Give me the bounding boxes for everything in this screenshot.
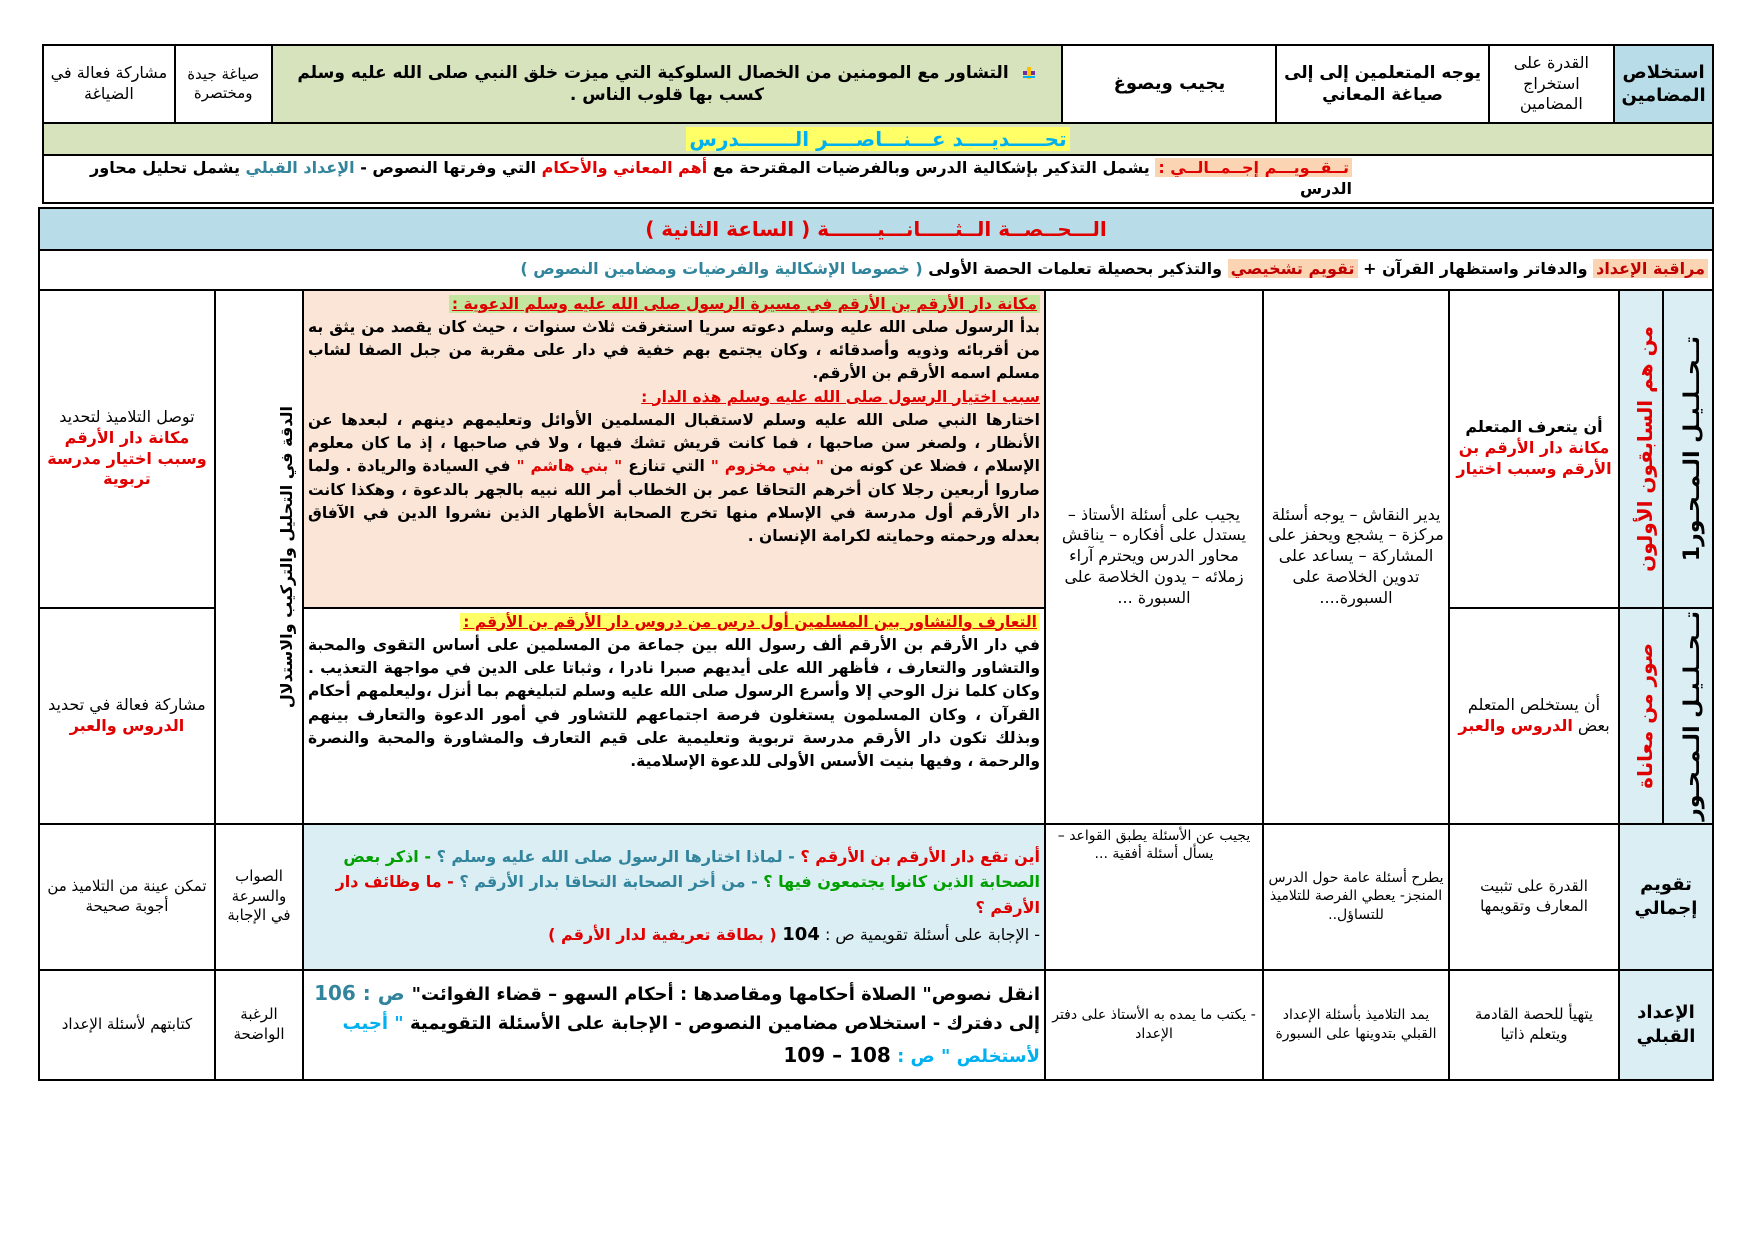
axis1-heading2: سبب اختيار الرسول صلى الله عليه وسلم هذه الدار :: [641, 387, 1040, 406]
eval-answer-red: ( بطاقة تعريفية لدار الأرقم ): [548, 924, 783, 944]
monitoring-line: [39, 250, 1713, 290]
eval-teacher: يطرح أسئلة عامة حول الدرس المنجز- يعطي الفرصة للتلاميذ للتساؤل..: [1263, 824, 1449, 970]
axis2-objective-red: الدروس والعبر: [1458, 715, 1573, 735]
monitoring-part2: والتذكير بحصيلة تعلمات الحصة الأولى: [922, 259, 1228, 279]
axis2-objective: [1449, 608, 1619, 824]
header-learner-role: يجيب ويصوغ: [1062, 45, 1276, 123]
eval-answer-page: 104: [782, 923, 820, 945]
star-icon: [1021, 65, 1037, 81]
evaluation-part1: يشمل التذكير بإشكالية الدرس وبالفرضيات المقترحة مع: [707, 158, 1156, 177]
axis1-indicator-pre: توصل التلاميذ لتحديد: [59, 407, 195, 426]
eval-questions: [303, 824, 1045, 970]
axis1-side: [1663, 290, 1713, 608]
eval-q5: - ما وظائف دار الأرقم ؟: [335, 872, 1040, 917]
axis1-content: [303, 290, 1045, 608]
axis1-indicator: [39, 290, 215, 608]
axis1-indicator-red: مكانة دار الأرقم وسبب اختيار مدرسة تربوية: [47, 427, 207, 489]
evaluation-part3: يشمل تحليل محاور الدرس: [90, 158, 1352, 198]
axis2-indicator-red: الدروس والعبر: [69, 715, 185, 735]
prep-content-mid: إلى دفترك - استخلاص مضامين النصوص - الإجابة على الأسئلة التقويمية: [403, 1013, 1040, 1035]
learner-activity: يجيب على أسئلة الأستاذ – يستدل على أفكاره – يناقش محاور الدرس ويحترم آراء زملائه – يدون الخلاصة على السبورة ...: [1045, 290, 1263, 824]
prep-content-q: " أجيب لأستخلص " ص :: [342, 1013, 1040, 1067]
header-ability: القدرة على استخراج المضامين: [1489, 45, 1615, 123]
prep-content-pre: انقل نصوص" الصلاة أحكامها ومقاصدها : أحكام السهو – قضاء الفوائت": [411, 984, 1040, 1006]
axis2-label: تــحــلـيـل الـمـحـور: [1680, 610, 1706, 821]
main-table: [38, 207, 1714, 1081]
axis1-para2: اختارها النبي صلى الله عليه وسلم لاستقبال المسلمين الأوائل وتعليمهم دينهم ، لبعدها عن الأنظار ، ولصغر سن صاحبها ، فما كانت قريش تشك فيها ، ولا في صاحبها ، إذ ما كان معلوم الإسلام ، فضلا عن كونه من " بني مخزوم " التي تنازع " بني هاشم " في السيادة والريادة . ولما صاروا أربعين رجلا كان أخرهم التحاقا عمر بن الخطاب أمر الله نبيه بالجهر بالدعوة ، وهكذا كانت دار الأرقم أول مدرسة في الإسلام منها تخرج الصحابة الأطهار الذين نشروا الدين في الآفاق بعدله ورحمته وحمايته لكرامة الإنسان .: [308, 410, 1040, 546]
axis2-content: [303, 608, 1045, 824]
axis1-objective-pre: أن يتعرف المتعلم: [1465, 417, 1603, 437]
eval-q2: - لماذا اختارها الرسول صلى الله عليه وسلم ؟: [436, 846, 801, 866]
eval-indicator: تمكن عينة من التلاميذ من أجوبة صحيحة: [39, 824, 215, 970]
prep-page1: ص : 106: [314, 981, 412, 1006]
axis2-indicator: [39, 608, 215, 824]
prep-learner: - يكتب ما يمده به الأستاذ على دفتر الإعداد: [1045, 970, 1263, 1080]
axis2-sub-label: صور من معاناة: [1633, 642, 1657, 789]
monitoring-label: مراقبة الإعداد: [1593, 259, 1708, 278]
axis-skill: الدقة في التحليل والتركيب والاستدلال: [277, 405, 297, 708]
axis1-sub: [1619, 290, 1663, 608]
section-title: تحـــــديــــد عـــنـــاصــــر الــــــــدرس: [43, 123, 1713, 155]
axis1-objective: [1449, 290, 1619, 608]
axis2-side: [1663, 608, 1713, 824]
axis2-objective-pre: أن يستخلص المتعلم بعض: [1467, 694, 1610, 735]
teacher-activity: يدير النقاش – يوجه أسئلة مركزة – يشجع ويحفز على المشاركة – يساعد على تدوين الخلاصة على السبورة....: [1263, 290, 1449, 824]
monitoring-part3: ( خصوصا الإشكالية والفرضيات ومضامين النصوص ): [520, 259, 923, 279]
prep-objective: يتهيأ للحصة القادمة ويتعلم ذاتيا: [1449, 970, 1619, 1080]
header-content-text: التشاور مع المومنين من الخصال السلوكية التي ميزت خلق النبي صلى الله عليه وسلم كسب بها قلوب الناس .: [297, 62, 1009, 105]
eval-q1: أين تقع دار الأرقم بن الأرقم ؟: [800, 846, 1040, 866]
prep-skill: الرغبة الواضحة: [215, 970, 303, 1080]
axis2-indicator-pre: مشاركة فعالة في تحديد: [48, 694, 206, 714]
skill-cell: [215, 290, 303, 824]
axis1-para1: بدأ الرسول صلى الله عليه وسلم دعوته سريا استغرقت ثلاث سنوات ، حيث كان يقصد من يثق به من أقربائه وذويه وأصدقائه ، وكان يجتمع بهم خفية في دار على مقربة من جبل الصفا لشاب مسلم اسمه الأرقم بن الأرقم.: [308, 317, 1040, 383]
prep-content: [303, 970, 1045, 1080]
evaluation-line: [43, 155, 1713, 203]
axis1-heading1: مكانة دار الأرقم بن الأرقم في مسيرة الرسول صلى الله عليه وسلم الدعوية :: [308, 293, 1040, 316]
axis2-sub: [1619, 608, 1663, 824]
header-indicator: مشاركة فعالة في الضياغة: [43, 45, 175, 123]
axis1-sub-label: من هم السابقون الأولون: [1633, 325, 1657, 572]
header-table: [42, 44, 1714, 204]
header-content: [272, 45, 1063, 123]
eval-q4: - من أخر الصحابة التحاقا بدار الأرقم ؟: [459, 872, 764, 892]
evaluation-highlight: أهم المعاني والأحكام: [541, 158, 708, 177]
header-skill: صياغة جيدة ومختصرة: [175, 45, 272, 123]
header-teacher-role: يوجه المتعلمين إلى إلى صياغة المعاني: [1276, 45, 1488, 123]
header-objective-title: استخلاص المضامين: [1614, 45, 1713, 123]
axis2-heading: التعارف والتشاور بين المسلمين أول درس من دروس دار الأرقم بن الأرقم :: [308, 611, 1040, 634]
prep-page2: 108 – 109: [783, 1042, 891, 1067]
eval-learner: يجيب عن الأسئلة يطبق القواعد – يسأل أسئلة أفقية ...: [1045, 824, 1263, 970]
axis1-label: تــحــلـيـل الـمـحـور1: [1680, 335, 1706, 562]
axis1-objective-red: مكانة دار الأرقم بن الأرقم وسبب اختيار: [1456, 438, 1612, 478]
evaluation-part2: التي وفرتها النصوص -: [354, 158, 542, 177]
diagnostic-label: تقويم تشخيصي: [1228, 259, 1358, 278]
lesson-plan-sheet: [42, 44, 1714, 1081]
monitoring-part1: والدفاتر واستظهار القرآن +: [1357, 259, 1594, 279]
axis2-para: في دار الأرقم بن الأرقم ألف رسول الله بين جماعة من المسلمين على أساس التقوى والمحبة والتشاور والتعارف ، فأظهر الله على أيديهم صبرا نادرا ، وثباتا على الدين في مواجهة التعذيب . وكان كلما نزل الوحي إلا وأسرع الرسول صلى الله عليه وسلم لتبليغهم بما أنزل ،وليعلمهم أحكام القرآن ، وكان المسلمون يستغلون فرصة اجتماعهم للتشاور في أمور الدعوة والتعارف بينهم وبذلك تكون دار الأرقم مدرسة تربوية وتعليمية على قيم التعارف والمشاورة والمحبة والنصرة والرحمة ، وفيها بنيت الأسس الأولى للدعوة الإسلامية.: [308, 635, 1040, 771]
eval-skill: الصواب والسرعة في الإجابة: [215, 824, 303, 970]
session-title: الـــحــصــة الــثـــــانـــيـــــــة ( الساعة الثانية ): [39, 208, 1713, 250]
eval-objective: القدرة على تثبيت المعارف وتقويمها: [1449, 824, 1619, 970]
prep-indicator: كتابتهم لأسئلة الإعداد: [39, 970, 215, 1080]
eval-q3: - اذكر بعض الصحابة الذين كانوا يجتمعون فيها ؟: [343, 846, 1040, 892]
eval-label: تقويم إجمالي: [1619, 824, 1713, 970]
prep-teacher: يمد التلاميذ بأسئلة الإعداد القبلي بتدوينها على السبورة: [1263, 970, 1449, 1080]
prep-label: الإعداد القبلي: [1619, 970, 1713, 1080]
eval-answer-pre: - الإجابة على أسئلة تقويمية ص :: [819, 924, 1040, 944]
evaluation-prep-label: الإعداد القبلي: [245, 158, 355, 177]
evaluation-label: تــقــويـــم إجــمــالــي :: [1155, 158, 1352, 177]
